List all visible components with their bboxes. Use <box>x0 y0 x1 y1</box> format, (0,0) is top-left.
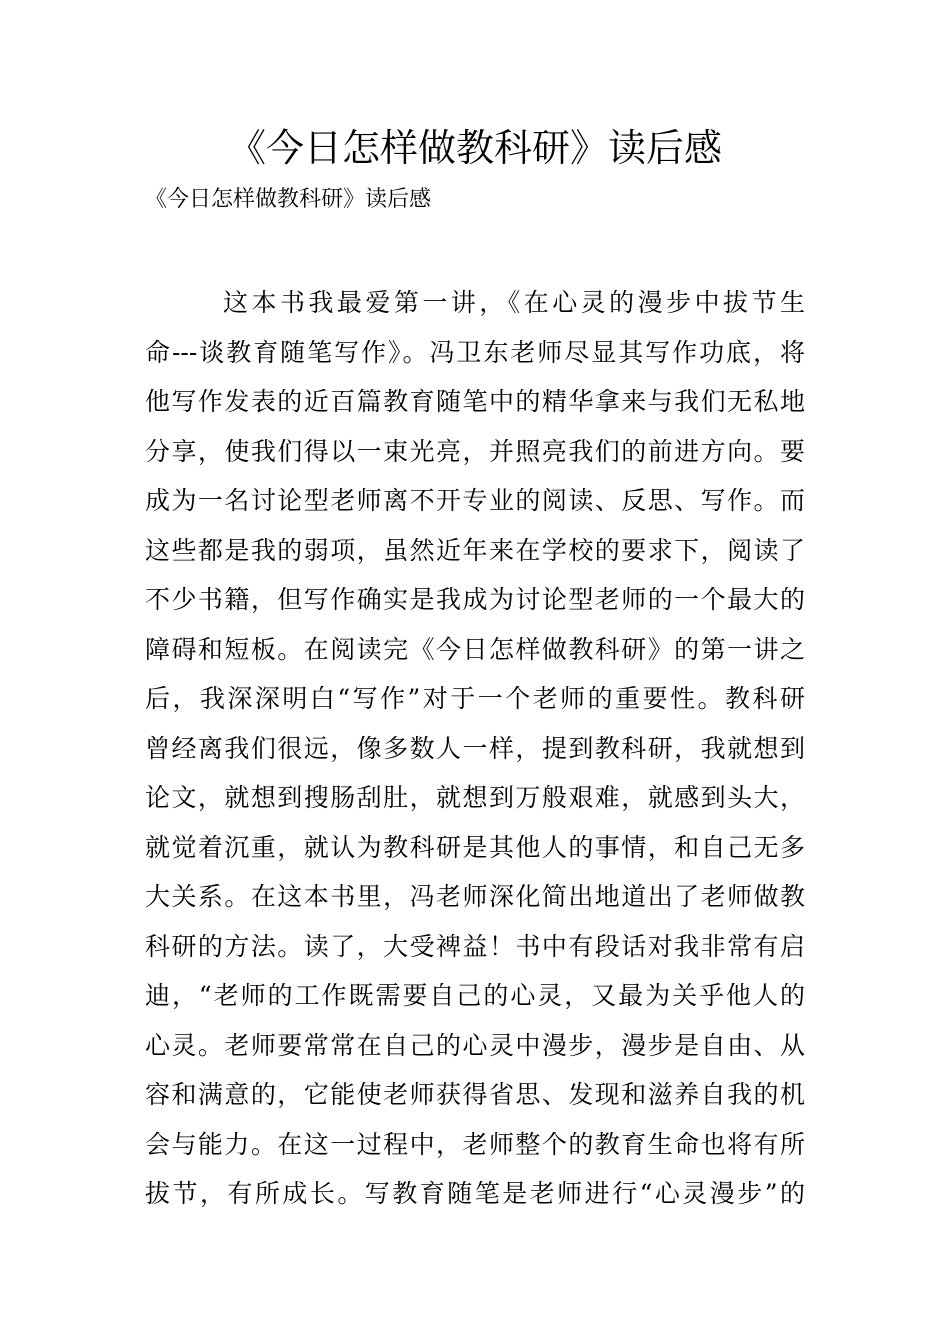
body-line: 障碍和短板。在阅读完《今日怎样做教科研》的第一讲之 <box>145 634 805 664</box>
body-line: 就觉着沉重，就认为教科研是其他人的事情，和自己无多 <box>145 832 805 862</box>
body-text <box>145 278 805 1219</box>
body-line: 拔节，有所成长。写教育随笔是老师进行“心灵漫步”的 <box>145 1179 805 1208</box>
body-line: 迪，“老师的工作既需要自己的心灵，又最为关乎他人的 <box>145 981 805 1010</box>
body-line: 会与能力。在这一过程中，老师整个的教育生命也将有所 <box>145 1129 805 1159</box>
body-line: 他写作发表的近百篇教育随笔中的精华拿来与我们无私地 <box>145 387 805 416</box>
body-line: 分享，使我们得以一束光亮，并照亮我们的前进方向。要 <box>145 436 805 466</box>
body-line: 命---谈教育随笔写作》。冯卫东老师尽显其写作功底，将 <box>145 337 805 367</box>
document-title: 《今日怎样做教科研》读后感 <box>227 126 722 170</box>
body-line: 后，我深深明白“写作”对于一个老师的重要性。教科研 <box>145 684 805 713</box>
body-line: 这些都是我的弱项，虽然近年来在学校的要求下，阅读了 <box>145 535 805 565</box>
body-line: 这本书我最爱第一讲，《在心灵的漫步中拔节生 <box>223 288 805 317</box>
body-line: 论文，就想到搜肠刮肚，就想到万般艰难，就感到头大， <box>145 783 805 812</box>
body-line: 心灵。老师要常常在自己的心灵中漫步，漫步是自由、从 <box>145 1030 805 1060</box>
body-line: 科研的方法。读了，大受裨益！书中有段话对我非常有启 <box>145 931 805 961</box>
body-line: 曾经离我们很远，像多数人一样，提到教科研，我就想到 <box>145 733 805 763</box>
body-line: 不少书籍，但写作确实是我成为讨论型老师的一个最大的 <box>145 585 805 614</box>
body-line: 容和满意的，它能使老师获得省思、发现和滋养自我的机 <box>145 1080 805 1109</box>
body-line: 成为一名讨论型老师离不开专业的阅读、反思、写作。而 <box>145 486 805 515</box>
document-subtitle: 《今日怎样做教科研》读后感 <box>145 187 432 212</box>
body-line: 大关系。在这本书里，冯老师深化简出地道出了老师做教 <box>145 882 805 911</box>
